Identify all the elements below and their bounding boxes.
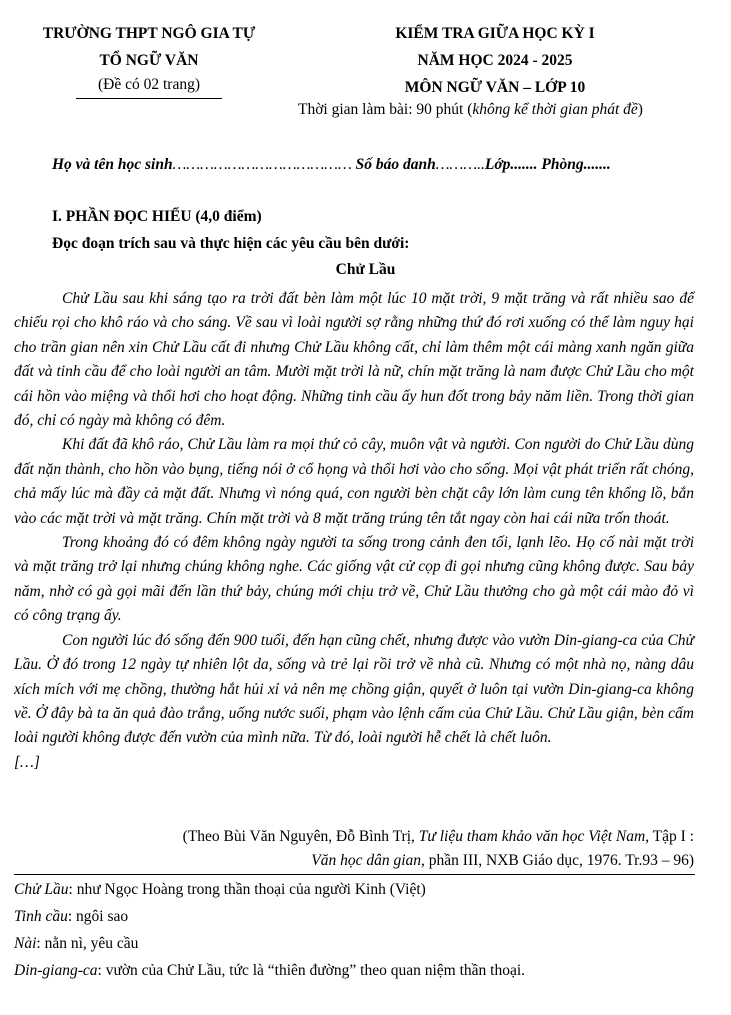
footnote-definition: : như Ngọc Hoàng trong thần thoại của người Kinh (Việt): [68, 881, 426, 898]
section-title: I. PHẦN ĐỌC HIỂU (4,0 điểm): [52, 208, 262, 225]
header-left: [20, 20, 278, 99]
student-id-label: Số báo danh: [351, 156, 436, 173]
subject-title: MÔN NGỮ VĂN – LỚP 10: [404, 79, 586, 96]
footnote-term: Nài: [14, 935, 37, 952]
footnote-divider: [14, 874, 695, 875]
student-id-dots: ………..: [435, 156, 485, 173]
class-room-label: Lớp....... Phòng.......: [484, 156, 611, 173]
source-line-2: [94, 849, 694, 873]
school-year: NĂM HỌC 2024 - 2025: [417, 52, 573, 69]
student-name-dots: …………………………………: [172, 156, 352, 173]
footnote-item: [14, 876, 525, 903]
school-name: TRƯỜNG THPT NGÔ GIA TỰ: [42, 25, 256, 42]
footnote-item: [14, 930, 525, 957]
time-prefix: Thời gian làm bài: 90 phút (: [298, 101, 473, 118]
story-paragraph: Trong khoảng đó có đêm không ngày người ta sống trong cảnh đen tối, lạnh lẽo. Họ cố nài mặt trời và mặt trăng trở lại nhưng chúng không nghe. Các giống vật cử cọp đi gọi nhưng cũng không được. Sau bảy năm, nhờ có gà gọi mãi đến lần thứ bảy, chúng mới chịu trở về, Chử Lầu thưởng cho gà một cái mào đỏ vì có công trạng ấy.: [14, 534, 694, 625]
source-book-title: Tư liệu tham khảo văn học Việt Nam: [418, 828, 646, 845]
source-publication: , phần III, NXB Giáo dục, 1976. Tr.93 – 96): [421, 852, 694, 869]
story-paragraph: Chử Lầu sau khi sáng tạo ra trời đất bèn làm một lúc 10 mặt trời, 9 mặt trăng và rất nhiều sao để chiếu rọi cho khô ráo và cho sáng. Về sau vì loài người sợ rằng những thứ đó rơi xuống có thể làm nguy hại cho trần gian nên xin Chử Lầu cất đi nhưng Chử Lầu không cất, chỉ làm thêm một cái màng xanh ngăn giữa đất và tinh cầu để cho loài người an tâm. Mười mặt trời là nữ, chín mặt trăng là nam được Chử Lầu cho một cái hồn vào miệng và thổi hơi cho hoạt động. Những tinh cầu ấy hun đốt trong bảy năm liền. Trong thời gian đó, chỉ có ngày mà không có đêm.: [14, 290, 694, 430]
story-ellipsis: […]: [14, 753, 40, 771]
footnote-item: [14, 903, 525, 930]
source-volume: , Tập I :: [645, 828, 694, 845]
footnote-item: [14, 957, 525, 984]
section-instruction: Đọc đoạn trích sau và thực hiện các yêu cầu bên dưới:: [52, 235, 410, 252]
story-paragraph: Con người lúc đó sống đến 900 tuổi, đến hạn cũng chết, nhưng được vào vườn Din-giang-ca của Chử Lầu. Ở đó trong 12 ngày tự nhiên lột da, sống và trẻ lại rồi trở về nhà cũ. Nhưng có một nhà nọ, nàng dâu xích mích với mẹ chồng, thường hắt hủi xỉ vả nên mẹ chồng giận, quyết ở luôn tại vườn Din-giang-ca không về. Ở đây bà ta ăn quả đào trắng, uống nước suối, phạm vào lệnh cấm của Chử Lầu. Chử Lầu giận, bèn cấm loài người không được đến vườn của mình nữa. Từ đó, loài người hễ chết là chết luôn.: [14, 631, 694, 747]
story-text: [14, 287, 694, 775]
student-name-label: Họ và tên học sinh: [52, 156, 173, 173]
footnote-definition: : nằn nì, yêu cầu: [36, 935, 139, 952]
source-line-1: [94, 825, 694, 849]
source-citation: [94, 825, 694, 873]
source-part-title: Văn học dân gian: [311, 852, 422, 869]
time-note: không kể thời gian phát đề: [472, 101, 638, 118]
footnote-term: Chử Lầu: [14, 881, 69, 898]
department-name: TỔ NGỮ VĂN: [99, 52, 199, 69]
time-suffix: ): [637, 101, 643, 118]
time-limit: [298, 99, 643, 121]
footnote-term: Din-giang-ca: [14, 962, 98, 979]
story-paragraph: Khi đất đã khô ráo, Chử Lầu làm ra mọi thứ cỏ cây, muôn vật và người. Con người do Chử Lầu dùng đất nặn thành, cho hồn vào bụng, tiếng nói ở cổ họng và thổi hơi vào cho sống. Mọi vật phát triển rất chóng, chả mấy lúc mà đầy cả mặt đất. Nhưng vì nóng quá, con người bèn chặt cây lớn làm cung tên khổng lồ, bắn vào các mặt trời và mặt trăng. Chín mặt trời và 8 mặt trăng trúng tên tắt ngay còn hai cái nữa trốn thoát.: [14, 436, 694, 527]
footnote-definition: : vườn của Chử Lầu, tức là “thiên đường” theo quan niệm thần thoại.: [97, 962, 525, 979]
source-authors: (Theo Bùi Văn Nguyên, Đỗ Bình Trị,: [182, 828, 419, 845]
student-info-line: [52, 156, 611, 174]
footnote-term: Tinh cầu: [14, 908, 68, 925]
page-count-note: (Đề có 02 trang): [76, 74, 222, 99]
footnote-definition: : ngôi sao: [67, 908, 129, 925]
header-right: [300, 20, 690, 101]
story-title: Chử Lầu: [335, 261, 396, 278]
footnotes: [14, 876, 525, 984]
exam-title: KIỂM TRA GIỮA HỌC KỲ I: [395, 25, 595, 42]
